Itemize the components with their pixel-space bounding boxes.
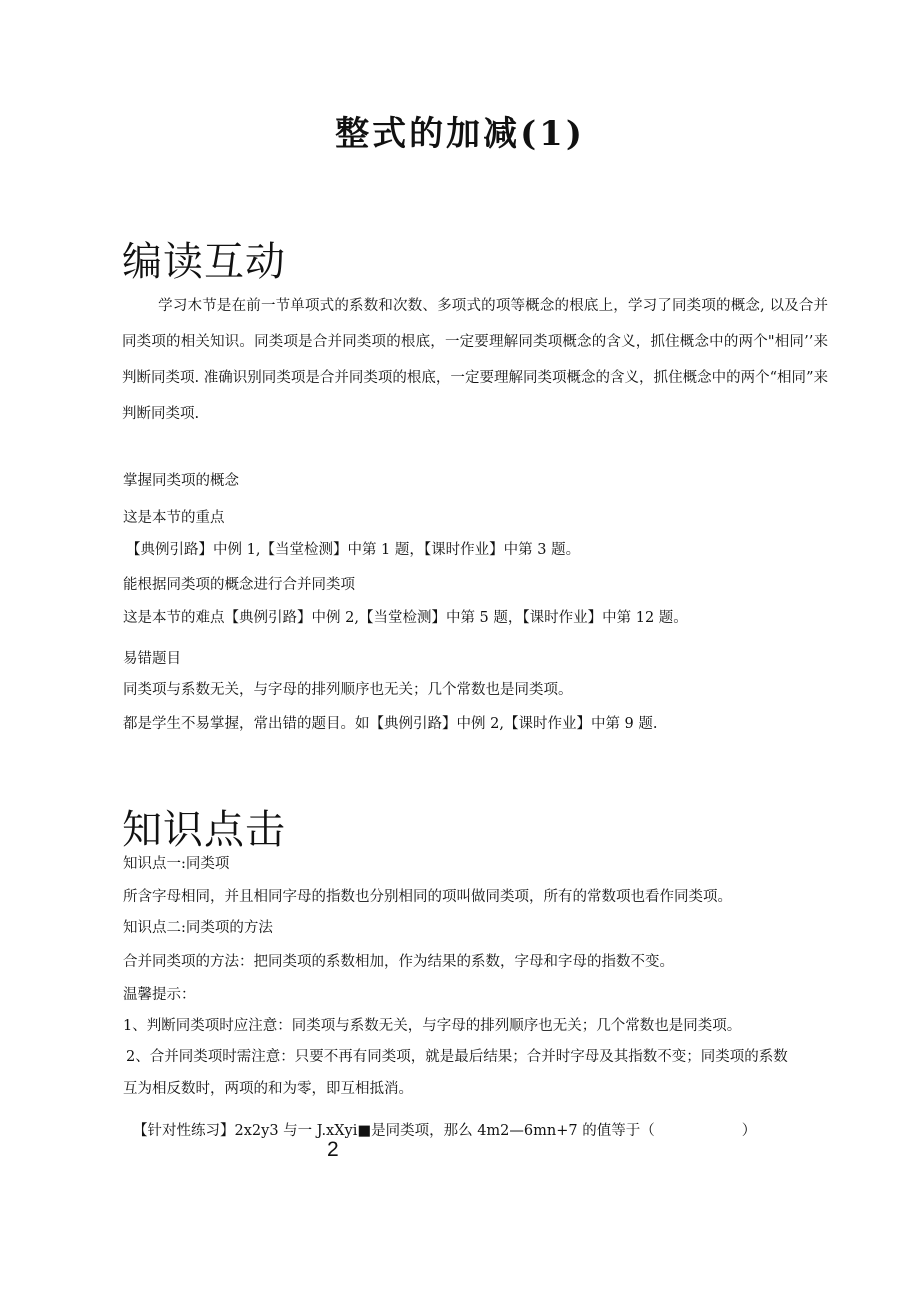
tip-two: 2、合并同类项时需注意：只要不再有同类项，就是最后结果；合并时字母及其指数不变；同类项的系数 xyxy=(126,1049,788,1065)
knowledge-point-two-title: 知识点二:同类项的方法 xyxy=(123,920,273,936)
knowledge-point-one-text: 所含字母相同，并且相同字母的指数也分别相同的项叫做同类项，所有的常数项也看作同类项。 xyxy=(123,889,732,905)
key-point-merge: 能根据同类项的概念进行合并同类项 xyxy=(123,577,355,593)
intro-text: 学习木节是在前一节单项式的系数和次数、多项式的项等概念的根底上，学习了同类项的概念, 以及合并同类项的相关知识。同类项是合并同类项的根底，一定要理解同类项概念的含义，抓住概念中的两个"相同’’来判断同类项. 准确识别同类项是合并同类项的根底，一定要理解同类项概念的含义，抓住概念中的两个“相同”来判断同类项. xyxy=(122,298,828,422)
key-point-difficulty-refs: 这是本节的难点【典例引路】中例 2,【当堂检测】中第 5 题，【课时作业】中第 12 题。 xyxy=(123,610,688,626)
key-point-concept: 掌握同类项的概念 xyxy=(123,473,239,489)
knowledge-point-two-text: 合并同类项的方法：把同类项的系数相加，作为结果的系数，字母和字母的指数不变。 xyxy=(123,954,674,970)
targeted-exercise: 【针对性练习】2x2y3 与一 J.xXyi■是同类项，那么 4m2—6mn+7 的值等于（ ） xyxy=(133,1123,757,1139)
page-title: 整式的加减(1) xyxy=(335,114,585,154)
tip-two-continued: 互为相反数时，两项的和为零，即互相抵消。 xyxy=(123,1081,413,1097)
section-heading-knowledge-points: 知识点击 xyxy=(122,807,286,853)
tips-title: 温馨提示： xyxy=(123,987,196,1003)
section-heading-reading-interaction: 编读互动 xyxy=(122,239,286,285)
key-point-focus: 这是本节的重点 xyxy=(123,510,225,526)
fraction-denominator: 2 xyxy=(327,1138,339,1161)
key-point-focus-refs: 【典例引路】中例 1,【当堂检测】中第 1 题，【课时作业】中第 3 题。 xyxy=(126,542,581,558)
key-point-error-detail: 同类项与系数无关，与字母的排列顺序也无关；几个常数也是同类项。 xyxy=(123,682,573,698)
knowledge-point-one-title: 知识点一:同类项 xyxy=(123,856,230,872)
intro-paragraph xyxy=(122,288,828,432)
key-point-error-refs: 都是学生不易掌握，常出错的题目。如【典例引路】中例 2,【课时作业】中第 9 题. xyxy=(123,716,658,732)
key-point-error-prone: 易错题目 xyxy=(123,651,181,667)
tip-one: 1、判断同类项时应注意：同类项与系数无关，与字母的排列顺序也无关；几个常数也是同类项。 xyxy=(123,1018,742,1034)
